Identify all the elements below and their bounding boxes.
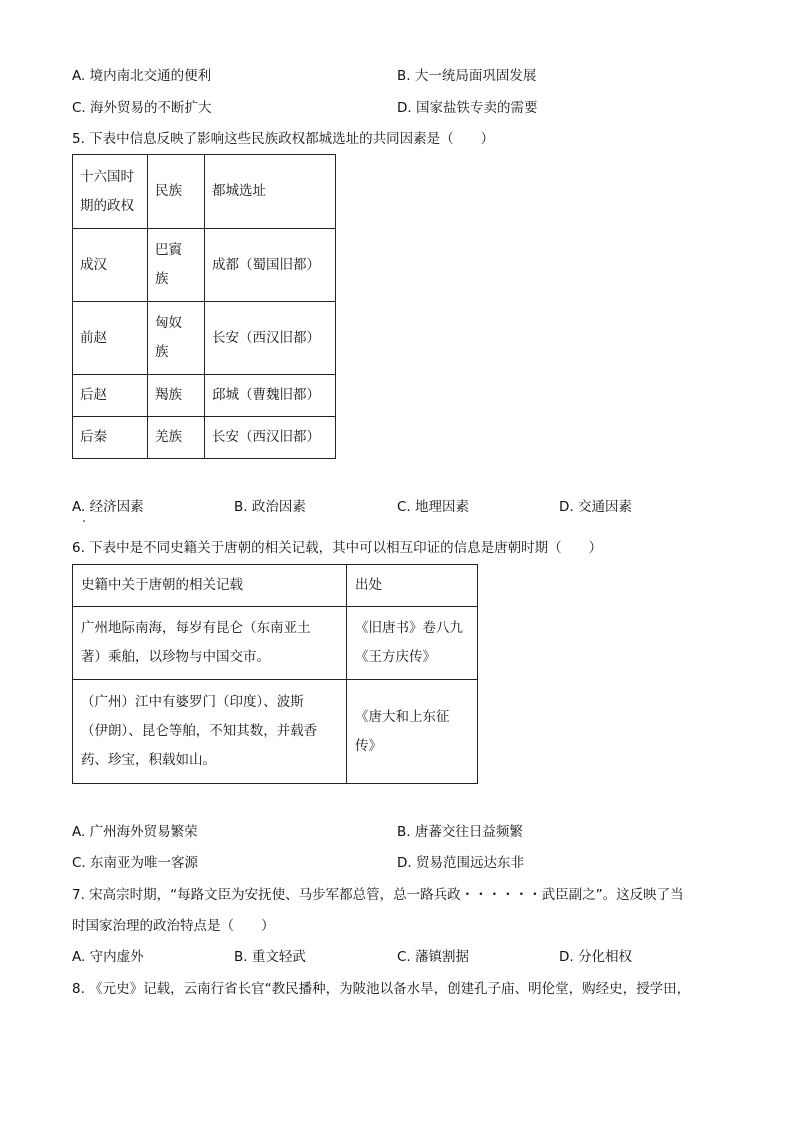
table-cell [148, 302, 205, 375]
cell-line: 都城选址 [212, 183, 266, 199]
cell-line: 羌族 [155, 429, 182, 445]
cell-line: 族 [155, 344, 169, 360]
q6-table [72, 564, 478, 784]
table-header-cell [347, 565, 478, 607]
table-header-row [73, 155, 336, 229]
q5-option-d[interactable]: D. 交通因素 [559, 499, 632, 515]
cell-line: （广州）江中有婆罗门（印度）、波斯 [81, 694, 304, 710]
cell-line: 羯族 [155, 387, 182, 403]
table-cell [205, 417, 336, 459]
q4-option-c[interactable]: C. 海外贸易的不断扩大 [72, 100, 212, 116]
q6-option-d[interactable]: D. 贸易范围远达东非 [397, 855, 524, 871]
cell-line: 药、珍宝，积载如山。 [81, 752, 216, 768]
cell-line: 成都（蜀国旧都） [212, 256, 320, 273]
table-header-cell [205, 155, 336, 229]
stray-dot-mark [83, 520, 85, 522]
q5-option-b[interactable]: B. 政治因素 [234, 499, 306, 515]
cell-line: 《唐大和上东征 [355, 708, 450, 725]
cell-line: 匈奴 [155, 315, 182, 331]
q6-stem: 6. 下表中是不同史籍关于唐朝的相关记载，其中可以相互印证的信息是唐朝时期（ ） [72, 540, 603, 556]
table-cell [205, 375, 336, 417]
table-row [73, 417, 336, 459]
q5-stem: 5. 下表中信息反映了影响这些民族政权都城选址的共同因素是（ ） [72, 131, 495, 147]
table-header-cell [148, 155, 205, 229]
cell-line: 十六国时 [80, 168, 134, 185]
q7-stem-line-2: 时国家治理的政治特点是（ ） [72, 918, 275, 934]
table-cell [73, 680, 347, 784]
q7-option-a[interactable]: A. 守内虚外 [72, 949, 144, 965]
table-cell [347, 680, 478, 784]
q7-option-c[interactable]: C. 藩镇割据 [397, 949, 470, 965]
cell-line: 出处 [355, 577, 382, 593]
cell-line: 《王方庆传》 [355, 649, 436, 665]
cell-line: 巴賨 [155, 242, 182, 258]
table-row [73, 607, 478, 680]
q7-stem-line-1: 7. 宋高宗时期，“每路文臣为安抚使、马步军都总管，总一路兵政・・・・・・武臣副之”。这反映了当 [72, 887, 684, 903]
table-cell [73, 375, 148, 417]
cell-line: 广州地际南海，每岁有昆仑（东南亚土 [81, 620, 311, 636]
table-cell [205, 302, 336, 375]
cell-line: 民族 [155, 183, 182, 199]
cell-line: 传》 [355, 737, 382, 754]
table-cell [205, 229, 336, 302]
table-cell [73, 417, 148, 459]
table-cell [148, 229, 205, 302]
table-cell [73, 607, 347, 680]
table-cell [73, 229, 148, 302]
table-cell [73, 302, 148, 375]
q5-option-c[interactable]: C. 地理因素 [397, 499, 470, 515]
table-cell [148, 417, 205, 459]
q7-option-d[interactable]: D. 分化相权 [559, 949, 632, 965]
cell-line: 前赵 [80, 329, 107, 346]
q4-option-b[interactable]: B. 大一统局面巩固发展 [397, 68, 537, 84]
q4-option-d[interactable]: D. 国家盐铁专卖的需要 [397, 100, 538, 116]
q5-table [72, 154, 336, 459]
table-cell [148, 375, 205, 417]
cell-line: 期的政权 [80, 197, 134, 214]
cell-line: 族 [155, 271, 169, 287]
table-row [73, 302, 336, 375]
q4-option-a[interactable]: A. 境内南北交通的便利 [72, 68, 212, 84]
table-row [73, 375, 336, 417]
cell-line: 著）乘舶，以珍物与中国交市。 [81, 649, 270, 665]
cell-line: 长安（西汉旧都） [212, 429, 320, 445]
q5-option-a[interactable]: A. 经济因素 [72, 499, 144, 515]
cell-line: 成汉 [80, 256, 107, 273]
table-header-row [73, 565, 478, 607]
table-row [73, 680, 478, 784]
cell-line: 长安（西汉旧都） [212, 329, 320, 346]
cell-line: 后秦 [80, 429, 107, 445]
cell-line: （伊朗）、昆仑等舶，不知其数，并载香 [81, 723, 318, 739]
cell-line: 邱城（曹魏旧都） [212, 387, 320, 403]
q6-option-a[interactable]: A. 广州海外贸易繁荣 [72, 824, 198, 840]
table-row [73, 229, 336, 302]
table-cell [347, 607, 478, 680]
table-header-cell [73, 565, 347, 607]
q6-option-b[interactable]: B. 唐蕃交往日益频繁 [397, 824, 523, 840]
cell-line: 史籍中关于唐朝的相关记载 [81, 577, 243, 593]
cell-line: 后赵 [80, 387, 107, 403]
cell-line: 《旧唐书》卷八九 [355, 620, 463, 636]
table-header-cell [73, 155, 148, 229]
q6-option-c[interactable]: C. 东南亚为唯一客源 [72, 855, 199, 871]
q8-stem-line-1: 8. 《元史》记载，云南行省长官“教民播种，为陂池以备水旱，创建孔子庙、明伦堂，购经史，授学田， [72, 981, 691, 997]
q7-option-b[interactable]: B. 重文轻武 [234, 949, 306, 965]
